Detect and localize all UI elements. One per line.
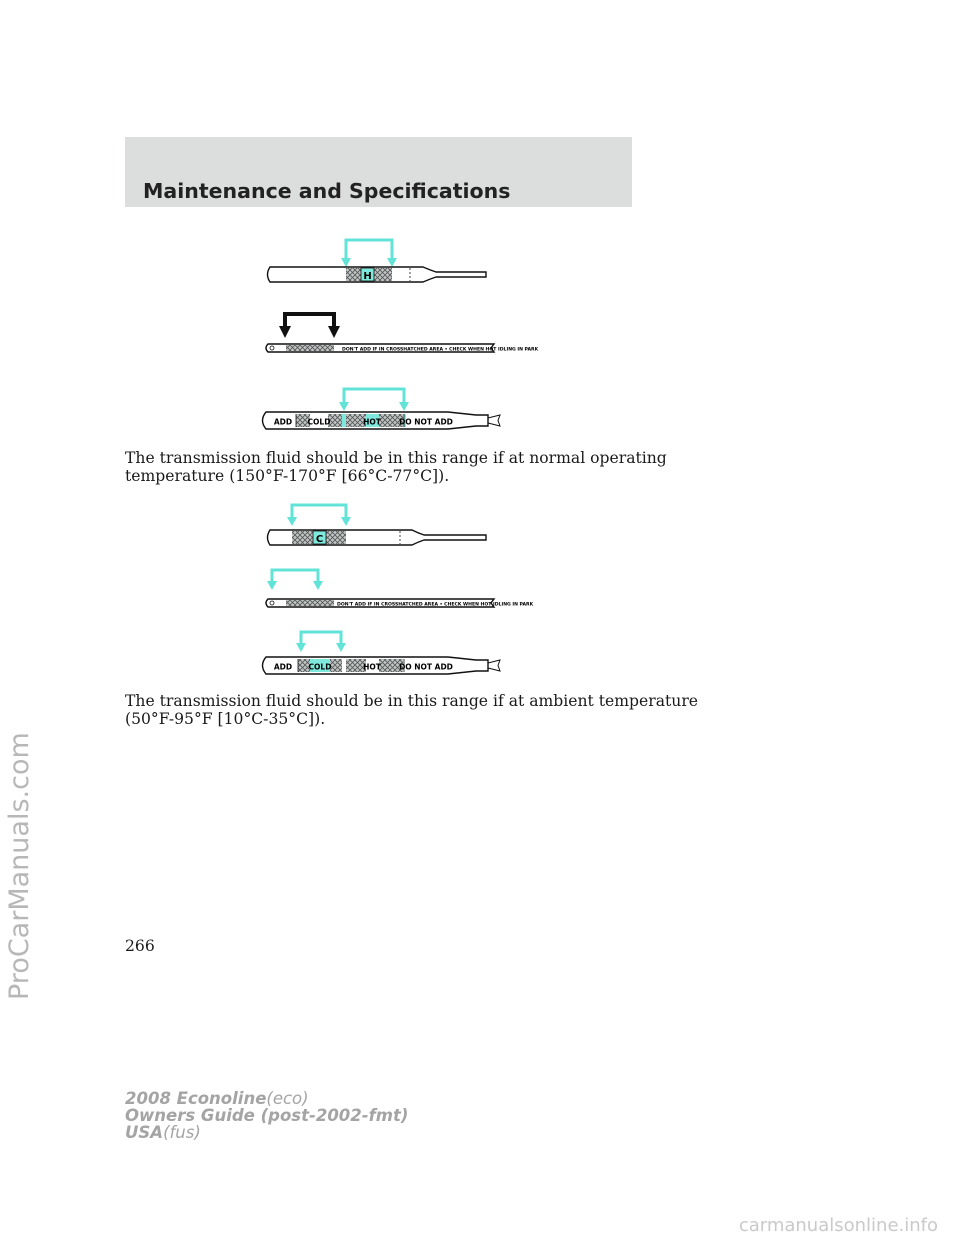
dipstick-figure-cold: [0, 475, 960, 705]
zone-letter-h: H: [363, 271, 372, 282]
label-cold: COLD: [307, 417, 331, 427]
label-hot: HOT: [363, 662, 381, 672]
dipstick-3: [263, 389, 501, 429]
footer: 2008 Econoline(eco) Owners Guide (post-2002-fmt) USA(fus): [125, 1089, 409, 1142]
section-header: [125, 137, 632, 207]
cyan-arrow-2: [344, 389, 404, 404]
side-watermark: ProCarManuals.com: [4, 732, 35, 1000]
cold-range-paragraph: The transmission fluid should be in this range if at ambient temperature (50°F-95°F [10°C-35°C]).: [125, 692, 699, 728]
label-add: ADD: [273, 417, 293, 427]
zone-letter-c: C: [315, 534, 324, 545]
cyan-arrow-3: [301, 632, 341, 645]
cyan-arrow-1: [346, 240, 392, 260]
label-do-not-add: DO NOT ADD: [399, 417, 453, 427]
black-arrow: [285, 314, 334, 328]
cyan-arrow-2: [272, 570, 318, 583]
cyan-arrow-1: [292, 505, 346, 519]
dipstick-2: [266, 314, 539, 353]
label-add: ADD: [273, 662, 293, 672]
section-title: Maintenance and Specifications: [143, 179, 511, 203]
dipstick-1: [268, 505, 487, 545]
page-number: 266: [125, 937, 155, 955]
label-do-not-add: DO NOT ADD: [399, 662, 453, 672]
dipstick-2: [266, 570, 534, 608]
dipstick-2-text: DON'T ADD IF IN CROSSHATCHED AREA • CHECK WHEN HOT IDLING IN PARK: [342, 347, 539, 353]
dipstick-1: [268, 240, 487, 282]
dipstick-3: [263, 632, 501, 674]
label-cold: COLD: [308, 662, 332, 672]
label-hot: HOT: [363, 417, 381, 427]
dipstick-2-text: DON'T ADD IF IN CROSSHATCHED AREA • CHECK WHEN HOT IDLING IN PARK: [337, 602, 534, 608]
bottom-watermark: carmanualsonline.info: [738, 1215, 938, 1236]
dipstick-figure-hot: [0, 230, 960, 460]
hot-range-paragraph: The transmission fluid should be in this range if at normal operating temperature (150°F-170°F [66°C-77°C]).: [125, 449, 667, 485]
